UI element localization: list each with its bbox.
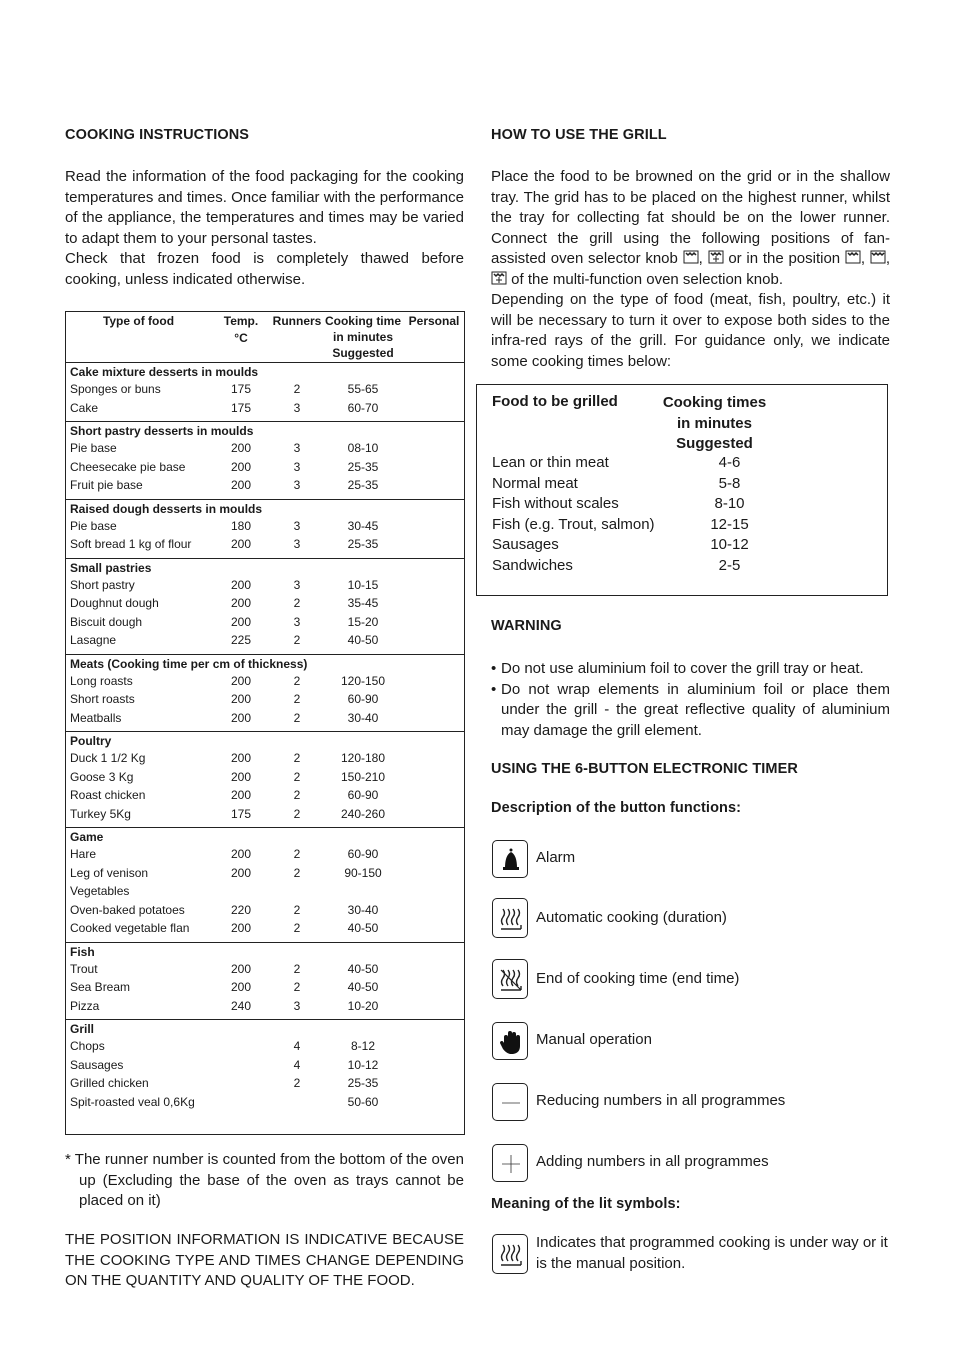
food-name: Sausages bbox=[70, 1057, 124, 1072]
food-group-title: Poultry bbox=[70, 734, 112, 748]
food-time: 120-180 bbox=[340, 751, 386, 765]
food-runner: 3 bbox=[293, 614, 301, 629]
food-runner: 2 bbox=[293, 902, 301, 917]
grill-col-times-1: Cooking times bbox=[662, 394, 767, 411]
food-name: Pie base bbox=[70, 518, 117, 533]
table-row bbox=[66, 633, 464, 651]
food-time: 30-40 bbox=[347, 902, 379, 917]
food-name: Spit-roasted veal 0,6Kg bbox=[70, 1094, 195, 1109]
food-runner: 3 bbox=[293, 400, 301, 415]
food-time: 25-35 bbox=[347, 459, 379, 474]
warning-text-1: Do not use aluminium foil to cover the grill tray or heat. bbox=[501, 660, 864, 677]
food-runner: 2 bbox=[293, 1076, 301, 1090]
intro-text bbox=[65, 167, 464, 290]
food-group-title: Cake mixture desserts in moulds bbox=[70, 365, 259, 379]
food-name: Sea Bream bbox=[70, 980, 131, 994]
grill-row bbox=[492, 557, 872, 577]
grill-food: Sausages bbox=[492, 536, 559, 553]
food-group-title: Game bbox=[70, 830, 104, 844]
food-group bbox=[66, 362, 464, 422]
food-runner: 2 bbox=[293, 673, 301, 688]
food-time: 25-35 bbox=[347, 537, 379, 551]
button-label: Alarm bbox=[536, 849, 576, 866]
closing-text: THE POSITION INFORMATION IS INDICATIVE BECAUSE THE COOKING TYPE AND TIMES CHANGE DEPENDING ON THE QUANTITY AND QUALITY OF THE FOOD. bbox=[65, 1231, 464, 1289]
food-runner: 2 bbox=[293, 806, 301, 821]
food-temp: 200 bbox=[230, 577, 252, 592]
food-name: Roast chicken bbox=[70, 788, 146, 802]
warning-list bbox=[491, 659, 890, 741]
timer-button-minus bbox=[491, 1083, 890, 1123]
food-time: 60-90 bbox=[347, 692, 379, 706]
food-name: Vegetables bbox=[70, 884, 130, 898]
food-runner: 2 bbox=[293, 847, 301, 861]
food-time: 10-15 bbox=[347, 577, 379, 592]
bell-icon bbox=[492, 840, 528, 878]
heat-waves-icon bbox=[492, 898, 528, 938]
table-row bbox=[66, 537, 464, 555]
table-row bbox=[66, 807, 464, 825]
food-temp: 200 bbox=[230, 614, 252, 629]
food-name: Oven-baked potatoes bbox=[70, 902, 185, 917]
grill-p1-part-a: Place the food to be browned on the grid or in the shallow tray. The grid has to be placed on the highest runner, whilst the tray for collecting fat should be on the lower runner. Connect the grill using the following positions of fan-assisted oven selector knob bbox=[491, 168, 890, 267]
food-name: Duck 1 1/2 Kg bbox=[70, 751, 146, 765]
food-temp: 180 bbox=[230, 518, 252, 533]
food-time: 10-12 bbox=[347, 1057, 379, 1072]
food-time: 60-90 bbox=[347, 788, 379, 802]
food-group bbox=[66, 499, 464, 559]
table-row bbox=[66, 903, 464, 921]
food-time: 30-40 bbox=[347, 710, 379, 725]
cooking-table-header bbox=[66, 312, 464, 362]
food-temp: 200 bbox=[230, 847, 252, 861]
table-row bbox=[66, 382, 464, 400]
table-row bbox=[66, 596, 464, 614]
table-row bbox=[66, 615, 464, 633]
food-name: Fruit pie base bbox=[70, 478, 143, 492]
table-row bbox=[66, 884, 464, 902]
food-name: Trout bbox=[70, 961, 98, 976]
food-runner: 3 bbox=[293, 518, 301, 533]
table-row bbox=[66, 751, 464, 769]
food-name: Cheesecake pie base bbox=[70, 459, 186, 474]
food-runner: 3 bbox=[293, 478, 301, 492]
button-label: Manual operation bbox=[536, 1031, 652, 1048]
col-cooking-time-1: Cooking time bbox=[324, 314, 401, 328]
food-time: 120-150 bbox=[340, 673, 386, 688]
food-runner: 3 bbox=[293, 459, 301, 474]
food-time: 40-50 bbox=[347, 633, 379, 647]
grill-row bbox=[492, 454, 872, 474]
food-runner: 3 bbox=[293, 441, 301, 455]
food-group-title: Fish bbox=[70, 944, 95, 959]
food-time: 10-20 bbox=[347, 998, 379, 1013]
grill-instructions bbox=[491, 167, 890, 372]
runner-footnote bbox=[65, 1150, 464, 1212]
table-row bbox=[66, 999, 464, 1017]
table-row bbox=[66, 962, 464, 980]
food-temp: 240 bbox=[230, 998, 252, 1013]
grill-paragraph-2: Depending on the type of food (meat, fish, poultry, etc.) it will be necessary to turn it over to expose both sides to the infra-red rays of the grill. For guidance only, we indicate some cooking times below: bbox=[491, 291, 890, 370]
food-group bbox=[66, 1019, 464, 1116]
grill-time: 12-15 bbox=[710, 516, 749, 533]
food-name: Cooked vegetable flan bbox=[70, 921, 190, 935]
food-time: 40-50 bbox=[347, 980, 379, 994]
food-name: Short pastry bbox=[70, 577, 135, 592]
table-row bbox=[66, 674, 464, 692]
col-cooking-time-3: Suggested bbox=[332, 346, 394, 360]
button-label: Automatic cooking (duration) bbox=[536, 909, 727, 926]
food-temp: 200 bbox=[230, 921, 252, 935]
food-runner: 3 bbox=[293, 577, 301, 592]
food-name: Leg of venison bbox=[70, 865, 149, 880]
food-runner: 4 bbox=[293, 1057, 301, 1072]
food-time: 30-45 bbox=[347, 518, 379, 533]
food-temp: 200 bbox=[230, 441, 252, 455]
table-row bbox=[66, 519, 464, 537]
footnote-text: * The runner number is counted from the bottom of the oven up (Excluding the base of the oven as trays cannot be placed on it) bbox=[65, 1151, 464, 1209]
grill-time: 10-12 bbox=[710, 536, 749, 553]
heat-waves-crossed-icon bbox=[492, 959, 528, 999]
intro-paragraph-2: Check that frozen food is completely thawed before cooking, unless indicated otherwise. bbox=[65, 250, 464, 288]
food-runner: 2 bbox=[293, 788, 301, 802]
grill-time: 2-5 bbox=[718, 557, 741, 574]
food-group-title: Meats (Cooking time per cm of thickness) bbox=[70, 656, 308, 671]
food-temp: 200 bbox=[230, 961, 252, 976]
button-label: Reducing numbers in all programmes bbox=[536, 1092, 786, 1109]
food-name: Pie base bbox=[70, 441, 117, 455]
timer-heading: USING THE 6-BUTTON ELECTRONIC TIMER bbox=[491, 761, 798, 777]
food-name: Soft bread 1 kg of flour bbox=[70, 537, 192, 551]
warning-text-2: Do not wrap elements in aluminium foil or place them under the grill - the great reflective quality of aluminium may damage the grill element. bbox=[501, 680, 890, 739]
grill-food: Fish without scales bbox=[492, 495, 619, 512]
grill-fan-symbol-icon bbox=[491, 271, 507, 285]
col-temp: Temp. °C bbox=[223, 314, 259, 345]
col-runners: Runners bbox=[272, 314, 322, 328]
food-runner: 2 bbox=[293, 692, 301, 706]
table-row bbox=[66, 441, 464, 459]
food-time: 40-50 bbox=[347, 961, 379, 976]
warning-heading: WARNING bbox=[491, 618, 562, 634]
food-time: 55-65 bbox=[347, 382, 379, 396]
grill-food: Lean or thin meat bbox=[492, 454, 609, 471]
grill-p1-part-c: of the multi-function oven selection knob. bbox=[511, 270, 783, 288]
food-runner: 4 bbox=[293, 1039, 301, 1053]
grill-col-times-2: in minutes bbox=[676, 414, 752, 432]
col-type-of-food: Type of food bbox=[102, 314, 175, 328]
button-label: End of cooking time (end time) bbox=[536, 970, 740, 987]
food-runner: 2 bbox=[293, 865, 301, 880]
food-temp: 200 bbox=[230, 769, 252, 784]
food-runner: 2 bbox=[293, 961, 301, 976]
lit-symbol-item bbox=[491, 1234, 890, 1278]
grill-row bbox=[492, 495, 872, 515]
food-group bbox=[66, 654, 464, 733]
food-name: Sponges or buns bbox=[70, 382, 161, 396]
closing-note bbox=[65, 1230, 464, 1292]
food-time: 90-150 bbox=[344, 865, 382, 880]
table-row bbox=[66, 1039, 464, 1057]
food-temp: 200 bbox=[230, 459, 252, 474]
food-temp: 225 bbox=[230, 633, 252, 647]
grill-food: Fish (e.g. Trout, salmon) bbox=[492, 516, 655, 533]
table-row bbox=[66, 692, 464, 710]
food-group bbox=[66, 942, 464, 1021]
timer-button-end-time bbox=[491, 961, 890, 1001]
warning-item: • Do not wrap elements in aluminium foil or place them under the grill - the great reflective quality of aluminium may damage the grill element. bbox=[491, 680, 890, 739]
table-row bbox=[66, 770, 464, 788]
intro-paragraph-1: Read the information of the food packaging for the cooking temperatures and times. Once familiar with the performance of the appliance, the temperatures and times may be varied to adapt them to your personal tastes. bbox=[65, 168, 464, 247]
grill-time: 4-6 bbox=[718, 454, 741, 471]
minus-icon bbox=[492, 1083, 528, 1121]
food-temp: 200 bbox=[230, 980, 252, 994]
food-name: Doughnut dough bbox=[70, 596, 159, 610]
table-row bbox=[66, 460, 464, 478]
food-group-title: Small pastries bbox=[70, 560, 152, 575]
grill-time: 8-10 bbox=[714, 495, 745, 512]
table-row bbox=[66, 1058, 464, 1076]
food-time: 8-12 bbox=[350, 1039, 376, 1053]
table-row bbox=[66, 921, 464, 939]
food-group-title: Grill bbox=[70, 1022, 95, 1036]
lit-symbol-description: Indicates that programmed cooking is under way or it is the manual position. bbox=[536, 1234, 888, 1272]
grill-row bbox=[492, 475, 872, 495]
warning-item: • Do not use aluminium foil to cover the grill tray or heat. bbox=[491, 660, 864, 677]
heat-waves-icon bbox=[492, 1234, 528, 1274]
cooking-instructions-heading: COOKING INSTRUCTIONS bbox=[65, 127, 250, 143]
food-temp: 220 bbox=[230, 902, 252, 917]
grill-row bbox=[492, 516, 872, 536]
table-row bbox=[66, 980, 464, 998]
food-runner: 3 bbox=[293, 537, 301, 551]
grill-time: 5-8 bbox=[718, 475, 741, 492]
food-temp: 200 bbox=[230, 596, 252, 610]
food-runner: 3 bbox=[293, 998, 301, 1013]
grill-food: Sandwiches bbox=[492, 557, 573, 574]
food-time: 25-35 bbox=[347, 478, 379, 492]
food-temp: 175 bbox=[230, 400, 252, 415]
food-group-title: Short pastry desserts in moulds bbox=[70, 424, 254, 438]
cooking-table bbox=[65, 311, 465, 1135]
food-temp: 175 bbox=[230, 806, 252, 821]
double-grill-symbol-icon bbox=[870, 250, 886, 264]
table-row bbox=[66, 788, 464, 806]
food-temp: 200 bbox=[230, 673, 252, 688]
food-time: 50-60 bbox=[347, 1094, 379, 1109]
timer-button-duration bbox=[491, 900, 890, 940]
food-time: 60-90 bbox=[347, 847, 379, 861]
food-temp: 200 bbox=[230, 710, 252, 725]
food-name: Pizza bbox=[70, 998, 100, 1013]
table-row bbox=[66, 478, 464, 496]
food-runner: 2 bbox=[293, 769, 301, 784]
food-time: 35-45 bbox=[347, 596, 379, 610]
food-time: 08-10 bbox=[347, 441, 379, 455]
food-name: Meatballs bbox=[70, 710, 122, 725]
food-name: Short roasts bbox=[70, 692, 135, 706]
timer-button-alarm bbox=[491, 840, 890, 880]
food-temp: 200 bbox=[230, 865, 252, 880]
food-name: Goose 3 Kg bbox=[70, 769, 134, 784]
food-runner: 2 bbox=[293, 751, 301, 765]
button-functions-heading: Description of the button functions: bbox=[491, 800, 742, 816]
food-temp: 200 bbox=[230, 788, 252, 802]
food-runner: 2 bbox=[293, 980, 301, 994]
food-temp: 200 bbox=[230, 537, 252, 551]
grill-symbol-icon bbox=[845, 250, 861, 264]
table-row bbox=[66, 847, 464, 865]
food-time: 15-20 bbox=[347, 614, 379, 629]
food-name: Turkey 5Kg bbox=[70, 806, 131, 821]
table-row bbox=[66, 401, 464, 419]
grill-food: Normal meat bbox=[492, 475, 578, 492]
food-name: Biscuit dough bbox=[70, 614, 143, 629]
lit-symbols-heading: Meaning of the lit symbols: bbox=[491, 1196, 681, 1212]
food-temp: 200 bbox=[230, 751, 252, 765]
button-label: Adding numbers in all programmes bbox=[536, 1153, 769, 1170]
food-runner: 2 bbox=[293, 921, 301, 935]
food-group bbox=[66, 558, 464, 655]
food-name: Cake bbox=[70, 400, 99, 415]
food-temp: 200 bbox=[230, 478, 252, 492]
food-runner: 2 bbox=[293, 710, 301, 725]
grill-heading: HOW TO USE THE GRILL bbox=[491, 127, 667, 143]
grill-paragraph-1: Place the food to be browned on the grid or in the shallow tray. The grid has to be placed on the highest runner, whilst the tray for collecting fat should be on the lower runner. Connect the grill using the following positions of fan-assisted oven selector knob , or in the position , , of the multi-function oven selection knob. bbox=[491, 168, 891, 288]
grill-p1-part-b: or in the position bbox=[728, 250, 841, 267]
food-name: Long roasts bbox=[70, 673, 133, 688]
table-row bbox=[66, 866, 464, 884]
food-group bbox=[66, 421, 464, 500]
table-row bbox=[66, 711, 464, 729]
food-group bbox=[66, 731, 464, 828]
food-runner: 2 bbox=[293, 382, 301, 396]
grill-times-table bbox=[476, 384, 888, 596]
grill-col-food: Food to be grilled bbox=[492, 393, 618, 410]
food-temp: 175 bbox=[230, 382, 252, 396]
food-time: 60-70 bbox=[347, 400, 379, 415]
timer-button-manual bbox=[491, 1022, 890, 1062]
hand-icon bbox=[492, 1022, 528, 1060]
food-time: 25-35 bbox=[347, 1076, 379, 1090]
food-name: Chops bbox=[70, 1039, 105, 1053]
grill-row bbox=[492, 536, 872, 556]
food-name: Grilled chicken bbox=[70, 1076, 149, 1090]
food-name: Hare bbox=[70, 847, 97, 861]
table-row bbox=[66, 1095, 464, 1113]
grill-col-times bbox=[647, 393, 782, 455]
table-row bbox=[66, 578, 464, 596]
food-group-title: Raised dough desserts in moulds bbox=[70, 501, 263, 516]
food-time: 150-210 bbox=[340, 769, 386, 784]
table-row bbox=[66, 1076, 464, 1094]
food-name: Lasagne bbox=[70, 633, 117, 647]
timer-button-plus bbox=[491, 1144, 890, 1184]
food-group bbox=[66, 827, 464, 943]
grill-fan-symbol-icon bbox=[708, 250, 724, 264]
plus-icon bbox=[492, 1144, 528, 1182]
food-runner: 2 bbox=[293, 633, 301, 647]
col-personal: Personal bbox=[408, 314, 460, 328]
food-temp: 200 bbox=[230, 692, 252, 706]
food-time: 240-260 bbox=[340, 806, 386, 821]
food-time: 40-50 bbox=[347, 921, 379, 935]
food-runner: 2 bbox=[293, 596, 301, 610]
grill-symbol-icon bbox=[683, 250, 699, 264]
col-cooking-time-2: in minutes bbox=[332, 330, 393, 344]
grill-col-times-3: Suggested bbox=[676, 435, 753, 452]
